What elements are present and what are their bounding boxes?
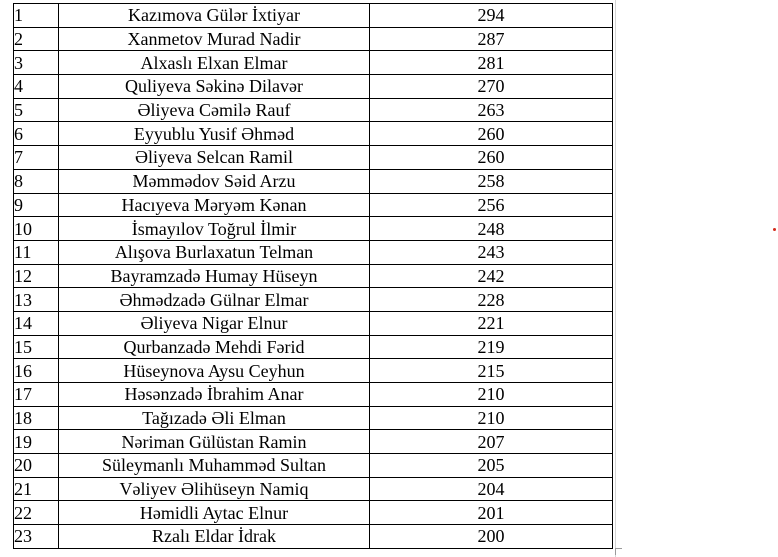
name-cell: Alışova Burlaxatun Telman — [59, 240, 370, 264]
score-cell: 260 — [370, 122, 613, 146]
table-row — [14, 406, 613, 430]
table-row — [14, 501, 613, 525]
rank-cell: 1 — [14, 4, 59, 28]
rank-cell: 7 — [14, 146, 59, 170]
rank-cell: 6 — [14, 122, 59, 146]
rank-cell: 13 — [14, 288, 59, 312]
table-row — [14, 122, 613, 146]
rank-cell: 3 — [14, 51, 59, 75]
name-cell: Xanmetov Murad Nadir — [59, 27, 370, 51]
rank-cell: 19 — [14, 430, 59, 454]
name-cell: Kazımova Gülər İxtiyar — [59, 4, 370, 28]
table-row — [14, 430, 613, 454]
table-row — [14, 335, 613, 359]
name-cell: Alxaslı Elxan Elmar — [59, 51, 370, 75]
score-cell: 201 — [370, 501, 613, 525]
score-cell: 263 — [370, 98, 613, 122]
name-cell: Əliyeva Nigar Elnur — [59, 311, 370, 335]
table-row — [14, 477, 613, 501]
name-cell: Əliyeva Selcan Ramil — [59, 146, 370, 170]
name-cell: Həsənzadə İbrahim Anar — [59, 383, 370, 407]
score-cell: 210 — [370, 383, 613, 407]
name-cell: Vəliyev Əlihüseyn Namiq — [59, 477, 370, 501]
score-cell: 204 — [370, 477, 613, 501]
score-cell: 287 — [370, 27, 613, 51]
table-row — [14, 27, 613, 51]
rank-cell: 21 — [14, 477, 59, 501]
rank-cell: 10 — [14, 217, 59, 241]
name-cell: Eyyublu Yusif Əhməd — [59, 122, 370, 146]
score-cell: 294 — [370, 4, 613, 28]
score-cell: 243 — [370, 240, 613, 264]
table-row — [14, 288, 613, 312]
name-cell: Quliyeva Səkinə Dilavər — [59, 75, 370, 99]
score-cell: 228 — [370, 288, 613, 312]
rank-cell: 12 — [14, 264, 59, 288]
rank-cell: 9 — [14, 193, 59, 217]
score-cell: 215 — [370, 359, 613, 383]
table-row — [14, 217, 613, 241]
score-cell: 200 — [370, 525, 613, 549]
rank-cell: 20 — [14, 454, 59, 478]
score-cell: 221 — [370, 311, 613, 335]
name-cell: Süleymanlı Muhamməd Sultan — [59, 454, 370, 478]
rank-cell: 15 — [14, 335, 59, 359]
results-table-body — [14, 4, 613, 549]
page-edge — [615, 0, 616, 557]
rank-cell: 17 — [14, 383, 59, 407]
table-row — [14, 240, 613, 264]
score-cell: 210 — [370, 406, 613, 430]
score-cell: 242 — [370, 264, 613, 288]
table-row — [14, 169, 613, 193]
name-cell: Hüseynova Aysu Ceyhun — [59, 359, 370, 383]
score-cell: 260 — [370, 146, 613, 170]
score-cell: 281 — [370, 51, 613, 75]
table-row — [14, 98, 613, 122]
name-cell: İsmayılov Toğrul İlmir — [59, 217, 370, 241]
name-cell: Hacıyeva Məryəm Kənan — [59, 193, 370, 217]
name-cell: Tağızadə Əli Elman — [59, 406, 370, 430]
rank-cell: 4 — [14, 75, 59, 99]
rank-cell: 23 — [14, 525, 59, 549]
table-row — [14, 75, 613, 99]
table-row — [14, 383, 613, 407]
rank-cell: 14 — [14, 311, 59, 335]
table-row — [14, 193, 613, 217]
table-row — [14, 51, 613, 75]
rank-cell: 11 — [14, 240, 59, 264]
table-row — [14, 311, 613, 335]
table-row — [14, 146, 613, 170]
name-cell: Nəriman Gülüstan Ramin — [59, 430, 370, 454]
results-table — [13, 3, 613, 549]
name-cell: Bayramzadə Humay Hüseyn — [59, 264, 370, 288]
score-cell: 248 — [370, 217, 613, 241]
score-cell: 205 — [370, 454, 613, 478]
page-corner-mark — [615, 548, 622, 555]
table-row — [14, 264, 613, 288]
rank-cell: 5 — [14, 98, 59, 122]
name-cell: Həmidli Aytac Elnur — [59, 501, 370, 525]
rank-cell: 22 — [14, 501, 59, 525]
score-cell: 256 — [370, 193, 613, 217]
table-row — [14, 4, 613, 28]
name-cell: Əhmədzadə Gülnar Elmar — [59, 288, 370, 312]
score-cell: 258 — [370, 169, 613, 193]
rank-cell: 16 — [14, 359, 59, 383]
name-cell: Rzalı Eldar İdrak — [59, 525, 370, 549]
table-row — [14, 454, 613, 478]
rank-cell: 18 — [14, 406, 59, 430]
name-cell: Məmmədov Səid Arzu — [59, 169, 370, 193]
name-cell: Qurbanzadə Mehdi Fərid — [59, 335, 370, 359]
table-row — [14, 525, 613, 549]
score-cell: 270 — [370, 75, 613, 99]
rank-cell: 2 — [14, 27, 59, 51]
name-cell: Əliyeva Cəmilə Rauf — [59, 98, 370, 122]
red-marker-dot — [773, 228, 776, 231]
score-cell: 219 — [370, 335, 613, 359]
table-row — [14, 359, 613, 383]
score-cell: 207 — [370, 430, 613, 454]
rank-cell: 8 — [14, 169, 59, 193]
